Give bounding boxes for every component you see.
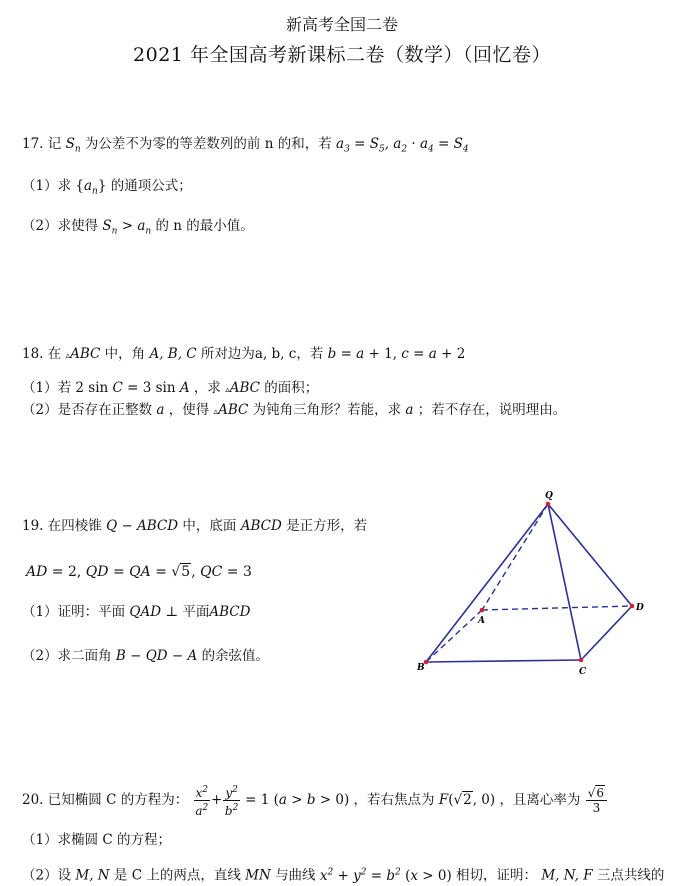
q19-part2: （2）求二面角 B − QD − A 的余弦值。 bbox=[22, 648, 270, 664]
paper-subtitle: 新高考全国二卷 bbox=[285, 15, 398, 34]
edge-qd bbox=[548, 504, 632, 606]
q17-part1: （1）求 $\{a_n\}$ 的通项公式； bbox=[22, 178, 192, 197]
pyramid-vertices bbox=[424, 502, 635, 665]
q18-part1: （1）若 2 sin C = 3 sin A ，求 ▵ABC 的面积； bbox=[22, 380, 319, 396]
label-b: B bbox=[417, 663, 425, 673]
q17-stem: 17. 记 $S_n$ 为公差不为零的等差数列的前 n 的和，若 $a_3 = S_5$, $a_2 \cdot a_4 = S_4$ bbox=[22, 136, 469, 155]
q20-part1: （1）求椭圆 C 的方程； bbox=[22, 832, 172, 848]
q18-number: 18. bbox=[22, 346, 44, 362]
q19-number: 19. bbox=[22, 518, 44, 534]
edge-bc bbox=[426, 660, 581, 662]
label-a: A bbox=[478, 616, 485, 626]
edge-qc bbox=[548, 504, 581, 660]
q20-stem: 20. 已知椭圆 C 的方程为： $\frac{x^2}{a^2}$ + $\frac{y^2}{b^2}$ = 1 (a > b > 0) ，若右焦点为 F(√2, 0) ，且离心率为 $\frac{√6}{3}$ bbox=[22, 783, 608, 818]
q18-stem: 18. 在 ▵ABC 中，角 A, B, C 所对边为a, b, c，若 b = a + 1, c = a + 2 bbox=[22, 346, 466, 362]
edge-cd bbox=[581, 606, 632, 660]
label-q: Q bbox=[545, 491, 553, 501]
q17-number: 17. bbox=[22, 136, 44, 152]
pyramid-edges bbox=[426, 504, 632, 662]
edge-qb bbox=[426, 504, 548, 662]
q19-part1: （1）证明：平面 QAD ⊥ 平面ABCD bbox=[22, 604, 251, 620]
q19-conditions: AD = 2, QD = QA = √5, QC = 3 bbox=[26, 564, 252, 580]
q20-part2: （2）设 M, N 是 C 上的两点，直线 MN 与曲线 $x^2 + y^2 = b^2$ (x > 0) 相切，证明： M, N, F 三点共线的 bbox=[22, 867, 665, 884]
pyramid-figure bbox=[414, 488, 654, 680]
q19-stem: 19. 在四棱锥 Q − ABCD 中，底面 ABCD 是正方形，若 bbox=[22, 518, 368, 534]
vertex-a bbox=[480, 608, 485, 613]
edge-qa bbox=[482, 504, 548, 610]
q20-number: 20. bbox=[22, 792, 44, 808]
edge-ad bbox=[482, 606, 632, 610]
paper-title: 2021 年全国高考新课标二卷（数学）（回忆卷） bbox=[133, 44, 551, 66]
vertex-d bbox=[630, 604, 635, 609]
vertex-q bbox=[546, 502, 551, 507]
vertex-c bbox=[579, 658, 584, 663]
q17-part2: （2）求使得 $S_n > a_n$ 的 n 的最小值。 bbox=[22, 218, 254, 237]
label-d: D bbox=[636, 603, 644, 613]
edge-ab bbox=[426, 610, 482, 662]
label-c: C bbox=[579, 667, 587, 677]
q18-part2: （2）是否存在正整数 a ，使得 ▵ABC 为钝角三角形？若能，求 a ；若不存在，说明理由。 bbox=[22, 402, 567, 418]
